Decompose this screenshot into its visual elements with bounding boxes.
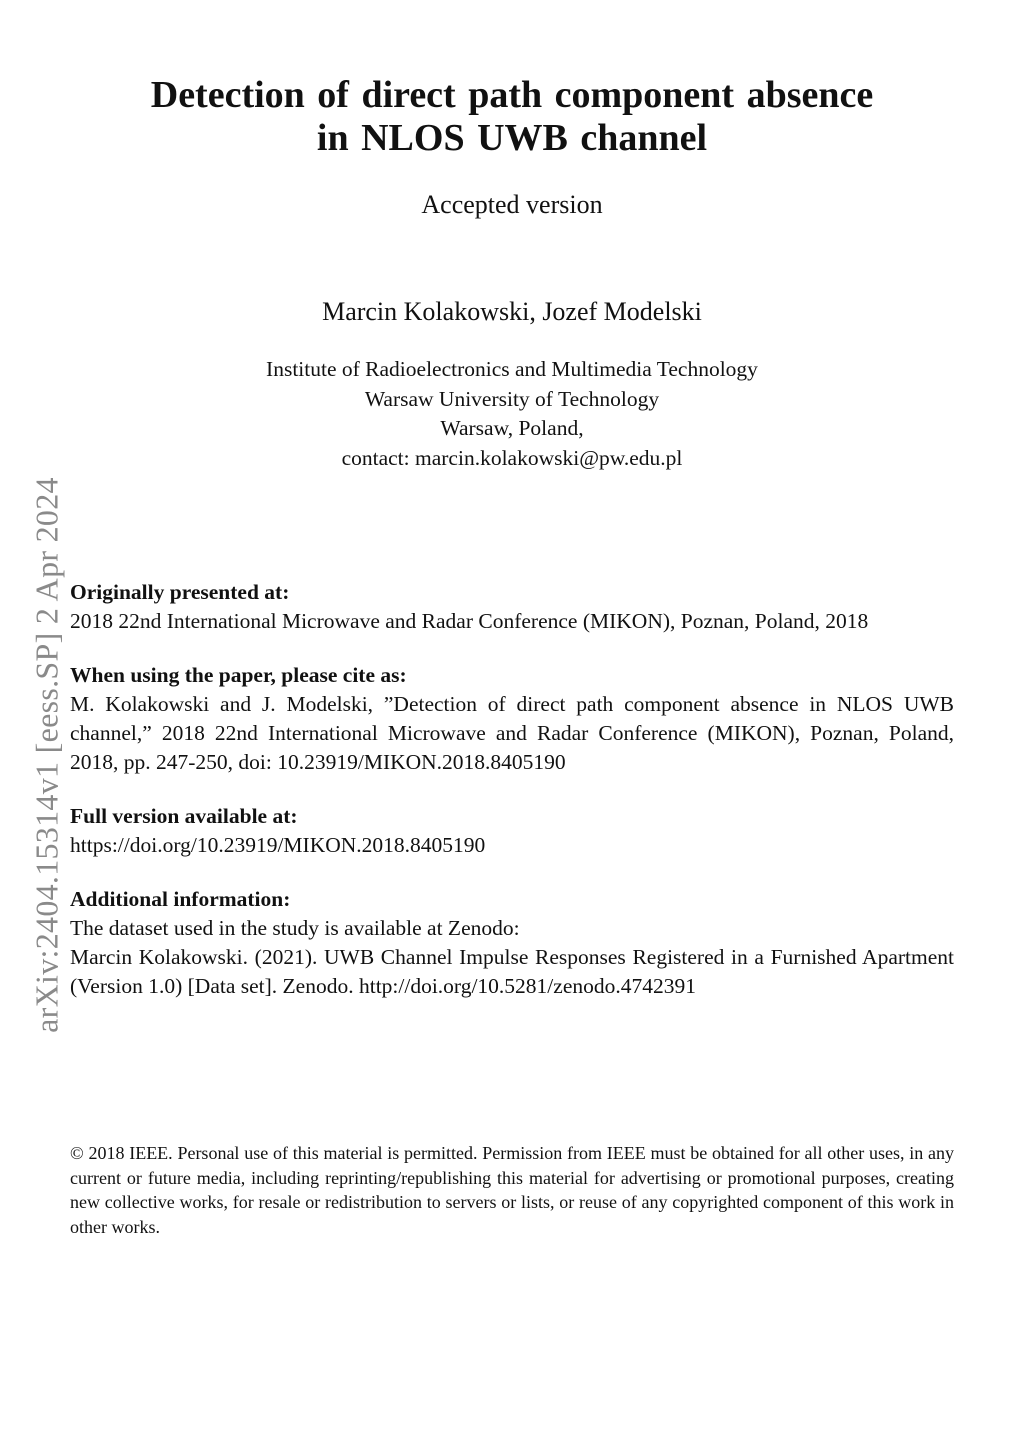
affiliation-university: Warsaw University of Technology bbox=[364, 386, 660, 411]
section-heading: When using the paper, please cite as: bbox=[70, 663, 407, 687]
affiliation-contact: contact: marcin.kolakowski@pw.edu.pl bbox=[341, 445, 683, 470]
copyright-notice: © 2018 IEEE. Personal use of this material is permitted. Permission from IEEE must be obtained for all other uses, in any current or future media, including reprinting/republishing this material for advertising or promotional purposes, creating new collective works, for resale or redistribution to servers or lists, or reuse of any copyrighted component of this work in other works. bbox=[70, 1143, 954, 1237]
section-text: 2018 22nd International Microwave and Radar Conference (MIKON), Poznan, Poland, 2018 bbox=[70, 609, 869, 633]
title-line-2: in NLOS UWB channel bbox=[316, 117, 708, 159]
section-heading: Full version available at: bbox=[70, 804, 298, 828]
arxiv-stamp: arXiv:2404.15314v1 [eess.SP] 2 Apr 2024 bbox=[28, 477, 65, 1033]
dataset-citation: Marcin Kolakowski. (2021). UWB Channel Impulse Responses Registered in a Furnished Apartment (Version 1.0) [Data set]. Zenodo. http://doi.org/10.5281/zenodo.4742391 bbox=[70, 945, 954, 998]
title-line-1: Detection of direct path component absence bbox=[150, 74, 874, 116]
section-heading: Originally presented at: bbox=[70, 580, 290, 604]
affiliation-block bbox=[70, 355, 954, 473]
doi-link[interactable]: https://doi.org/10.23919/MIKON.2018.8405190 bbox=[70, 833, 486, 857]
paper-title bbox=[70, 74, 954, 160]
version-subtitle: Accepted version bbox=[421, 190, 603, 219]
affiliation-institute: Institute of Radioelectronics and Multimedia Technology bbox=[266, 357, 758, 381]
section-cite-as bbox=[70, 661, 954, 777]
section-heading: Additional information: bbox=[70, 887, 291, 911]
authors: Marcin Kolakowski, Jozef Modelski bbox=[322, 297, 702, 326]
section-additional-info bbox=[70, 885, 954, 1001]
citation-text: M. Kolakowski and J. Modelski, ”Detection of direct path component absence in NLOS UWB channel,” 2018 22nd International Microwave and Radar Conference (MIKON), Poznan, Poland, 2018, pp. 247-250, doi: 10.23919/MIKON.2018.8405190 bbox=[70, 692, 954, 774]
section-originally-presented bbox=[70, 578, 954, 636]
affiliation-city: Warsaw, Poland, bbox=[440, 416, 584, 440]
section-full-version bbox=[70, 802, 954, 860]
dataset-intro: The dataset used in the study is available at Zenodo: bbox=[70, 916, 520, 940]
